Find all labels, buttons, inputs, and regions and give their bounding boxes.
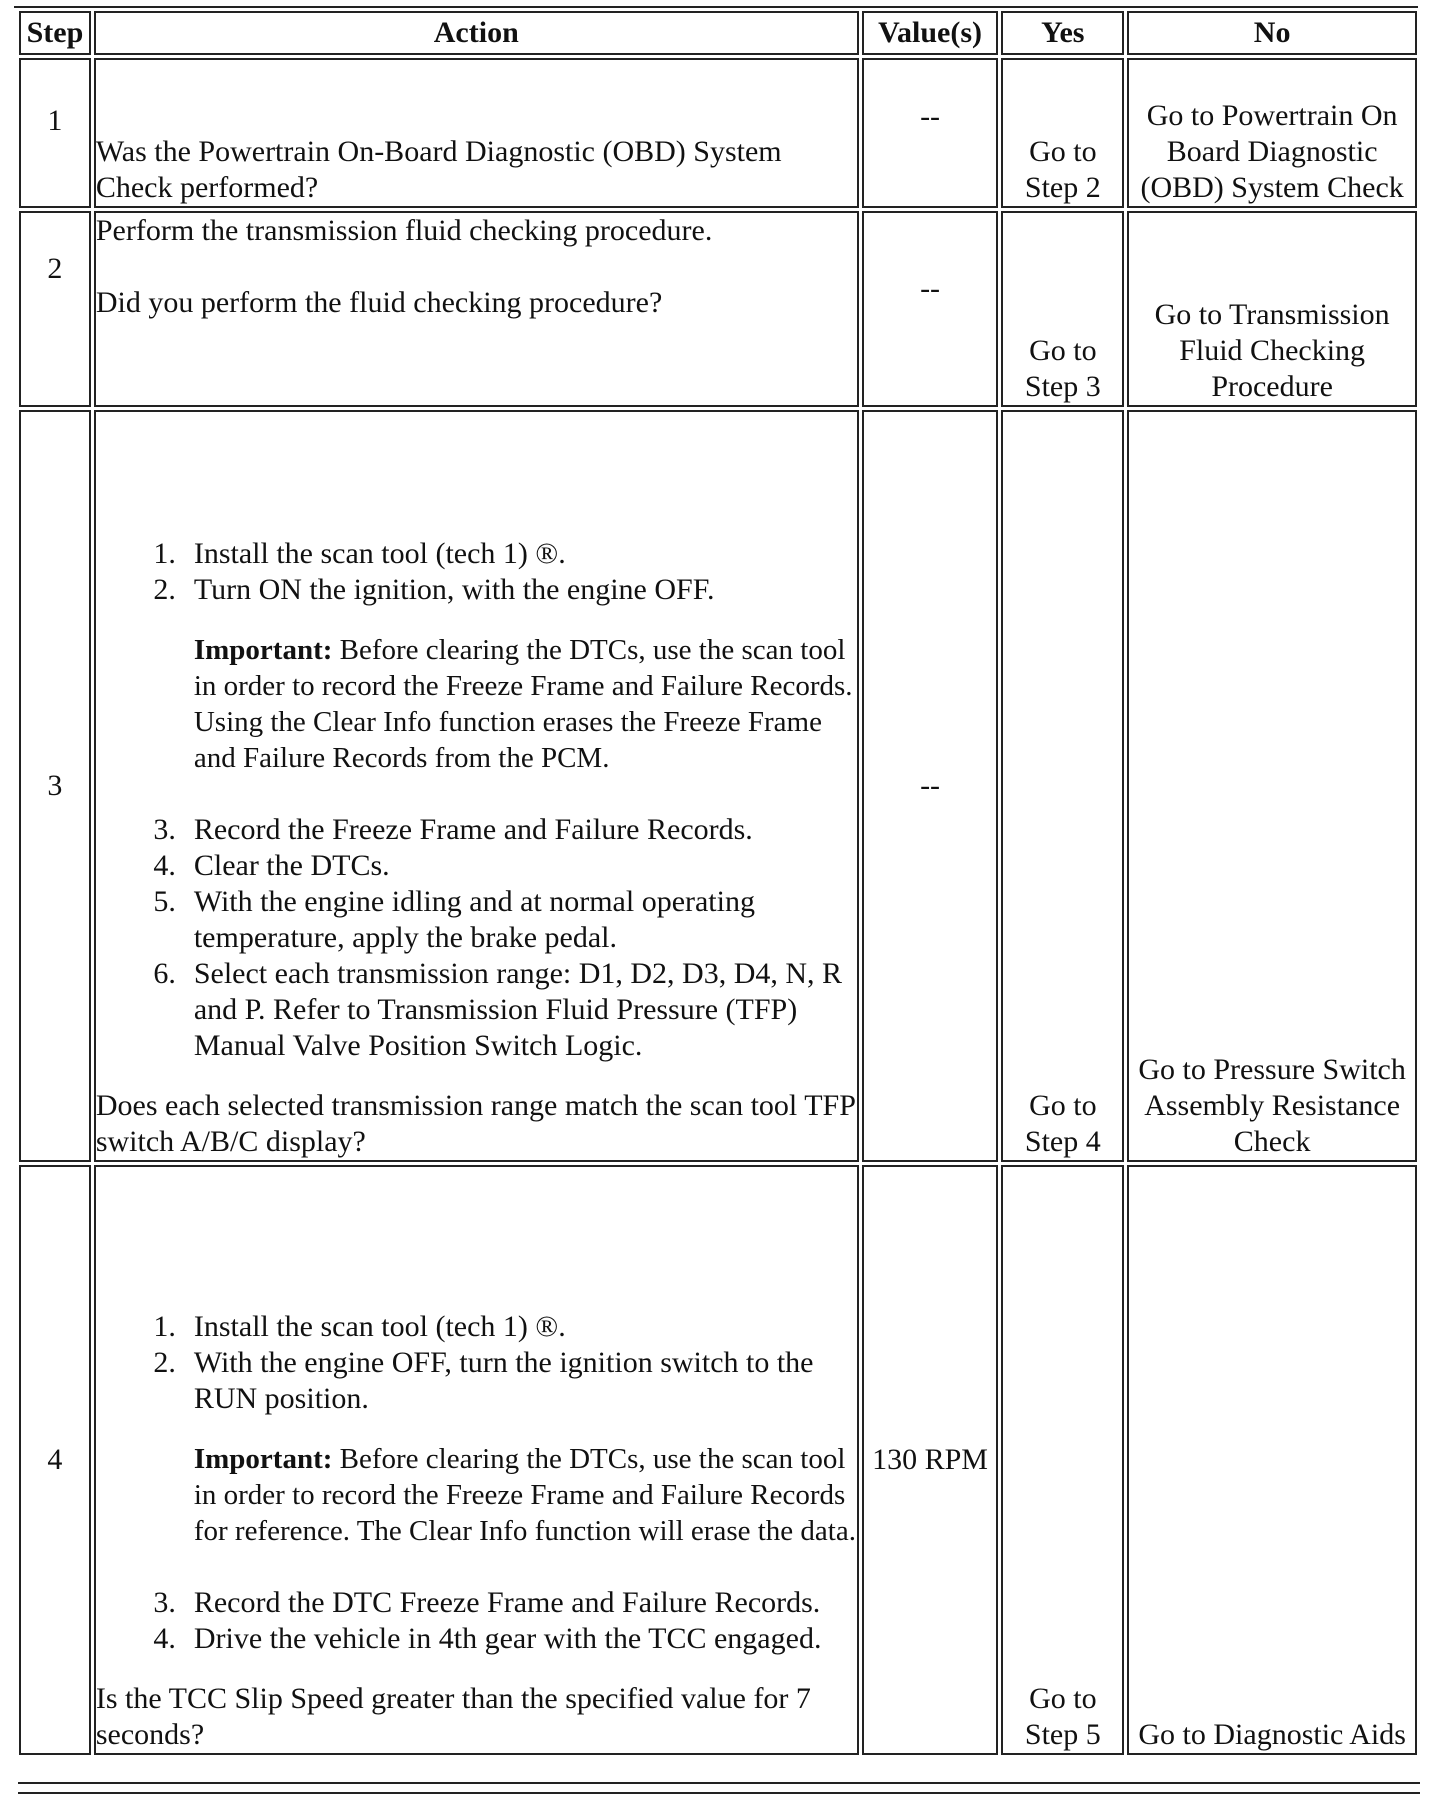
- no-link-diagnostic-aids[interactable]: Go to Diagnostic Aids: [1127, 1165, 1417, 1755]
- action-cell: [94, 410, 859, 1162]
- procedure-list: [96, 536, 857, 608]
- value-cell: [862, 58, 999, 208]
- header-row: [19, 11, 1417, 55]
- no-link-obd-system-check[interactable]: Go to Powertrain On Board Diagnostic (OBD) System Check: [1127, 58, 1417, 208]
- important-note: [194, 632, 857, 776]
- diagnostic-table: [16, 8, 1420, 1758]
- value-text: --: [920, 769, 941, 802]
- question-text: Did you perform the fluid checking procedure?: [95, 286, 663, 319]
- procedure-list: [96, 1309, 857, 1417]
- value-cell: [862, 211, 999, 407]
- header-no: No: [1127, 11, 1417, 55]
- value-cell: [862, 410, 999, 1162]
- list-item: 1. Install the scan tool (tech 1) ®.: [153, 537, 566, 570]
- value-text: --: [920, 272, 941, 305]
- important-note: [194, 1441, 857, 1549]
- important-label: Important:: [193, 1443, 333, 1475]
- list-item: 2. Turn ON the ignition, with the engine OFF.: [153, 573, 715, 606]
- bottom-rule: [18, 1782, 1420, 1794]
- procedure-list: [96, 812, 857, 1064]
- procedure-list: [96, 1585, 857, 1657]
- list-item: 3. Record the Freeze Frame and Failure Records.: [153, 813, 753, 846]
- important-text: Before clearing the DTCs, use the scan tool in order to record the Freeze Frame and Failure Records for reference. The Clear Info function will erase the data.: [193, 1443, 856, 1547]
- step-number: [19, 58, 91, 208]
- yes-link-step-3[interactable]: Go to Step 3: [1001, 211, 1124, 407]
- list-item: 4. Drive the vehicle in 4th gear with the TCC engaged.: [153, 1622, 822, 1655]
- yes-link-step-5[interactable]: Go to Step 5: [1001, 1165, 1124, 1755]
- question-text: Is the TCC Slip Speed greater than the specified value for 7 seconds?: [95, 1682, 811, 1751]
- step-number: [19, 211, 91, 407]
- list-item: 4. Clear the DTCs.: [153, 849, 390, 882]
- table-row-step-2: [19, 211, 1417, 407]
- table-row-step-4: [19, 1165, 1417, 1755]
- header-yes: Yes: [1001, 11, 1124, 55]
- table-row-step-1: [19, 58, 1417, 208]
- action-cell: [94, 1165, 859, 1755]
- important-label: Important:: [193, 634, 333, 666]
- header-values: Value(s): [862, 11, 999, 55]
- question-text: Does each selected transmission range match the scan tool TFP switch A/B/C display?: [95, 1089, 855, 1158]
- step-number-text: 2: [47, 252, 63, 285]
- value-text: --: [920, 100, 941, 133]
- value-cell: [862, 1165, 999, 1755]
- step-number: [19, 410, 91, 1162]
- intro-text: Perform the transmission fluid checking procedure.: [95, 214, 713, 247]
- step-number-text: 3: [47, 769, 63, 802]
- important-text: Before clearing the DTCs, use the scan tool in order to record the Freeze Frame and Failure Records. Using the Clear Info function erases the Freeze Frame and Failure Records from the PCM.: [193, 634, 853, 774]
- action-cell: [94, 58, 859, 208]
- list-item: 2. With the engine OFF, turn the ignition switch to the RUN position.: [153, 1346, 814, 1415]
- no-link-pressure-switch-check[interactable]: Go to Pressure Switch Assembly Resistance Check: [1127, 410, 1417, 1162]
- step-number: [19, 1165, 91, 1755]
- value-text: 130 RPM: [872, 1443, 988, 1476]
- yes-link-step-2[interactable]: Go to Step 2: [1001, 58, 1124, 208]
- yes-link-step-4[interactable]: Go to Step 4: [1001, 410, 1124, 1162]
- list-item: 6. Select each transmission range: D1, D2, D3, D4, N, R and P. Refer to Transmission Fluid Pressure (TFP) Manual Valve Position Switch Logic.: [153, 957, 843, 1062]
- list-item: 1. Install the scan tool (tech 1) ®.: [153, 1310, 566, 1343]
- table-row-step-3: [19, 410, 1417, 1162]
- header-step: Step: [19, 11, 91, 55]
- header-action: Action: [94, 11, 859, 55]
- step-number-text: 4: [47, 1443, 63, 1476]
- list-item: 3. Record the DTC Freeze Frame and Failure Records.: [153, 1586, 821, 1619]
- list-item: 5. With the engine idling and at normal operating temperature, apply the brake pedal.: [153, 885, 755, 954]
- action-cell: [94, 211, 859, 407]
- question-text: Was the Powertrain On-Board Diagnostic (OBD) System Check performed?: [95, 135, 782, 204]
- step-number-text: 1: [47, 104, 63, 137]
- no-link-fluid-checking-procedure[interactable]: Go to Transmission Fluid Checking Procedure: [1127, 211, 1417, 407]
